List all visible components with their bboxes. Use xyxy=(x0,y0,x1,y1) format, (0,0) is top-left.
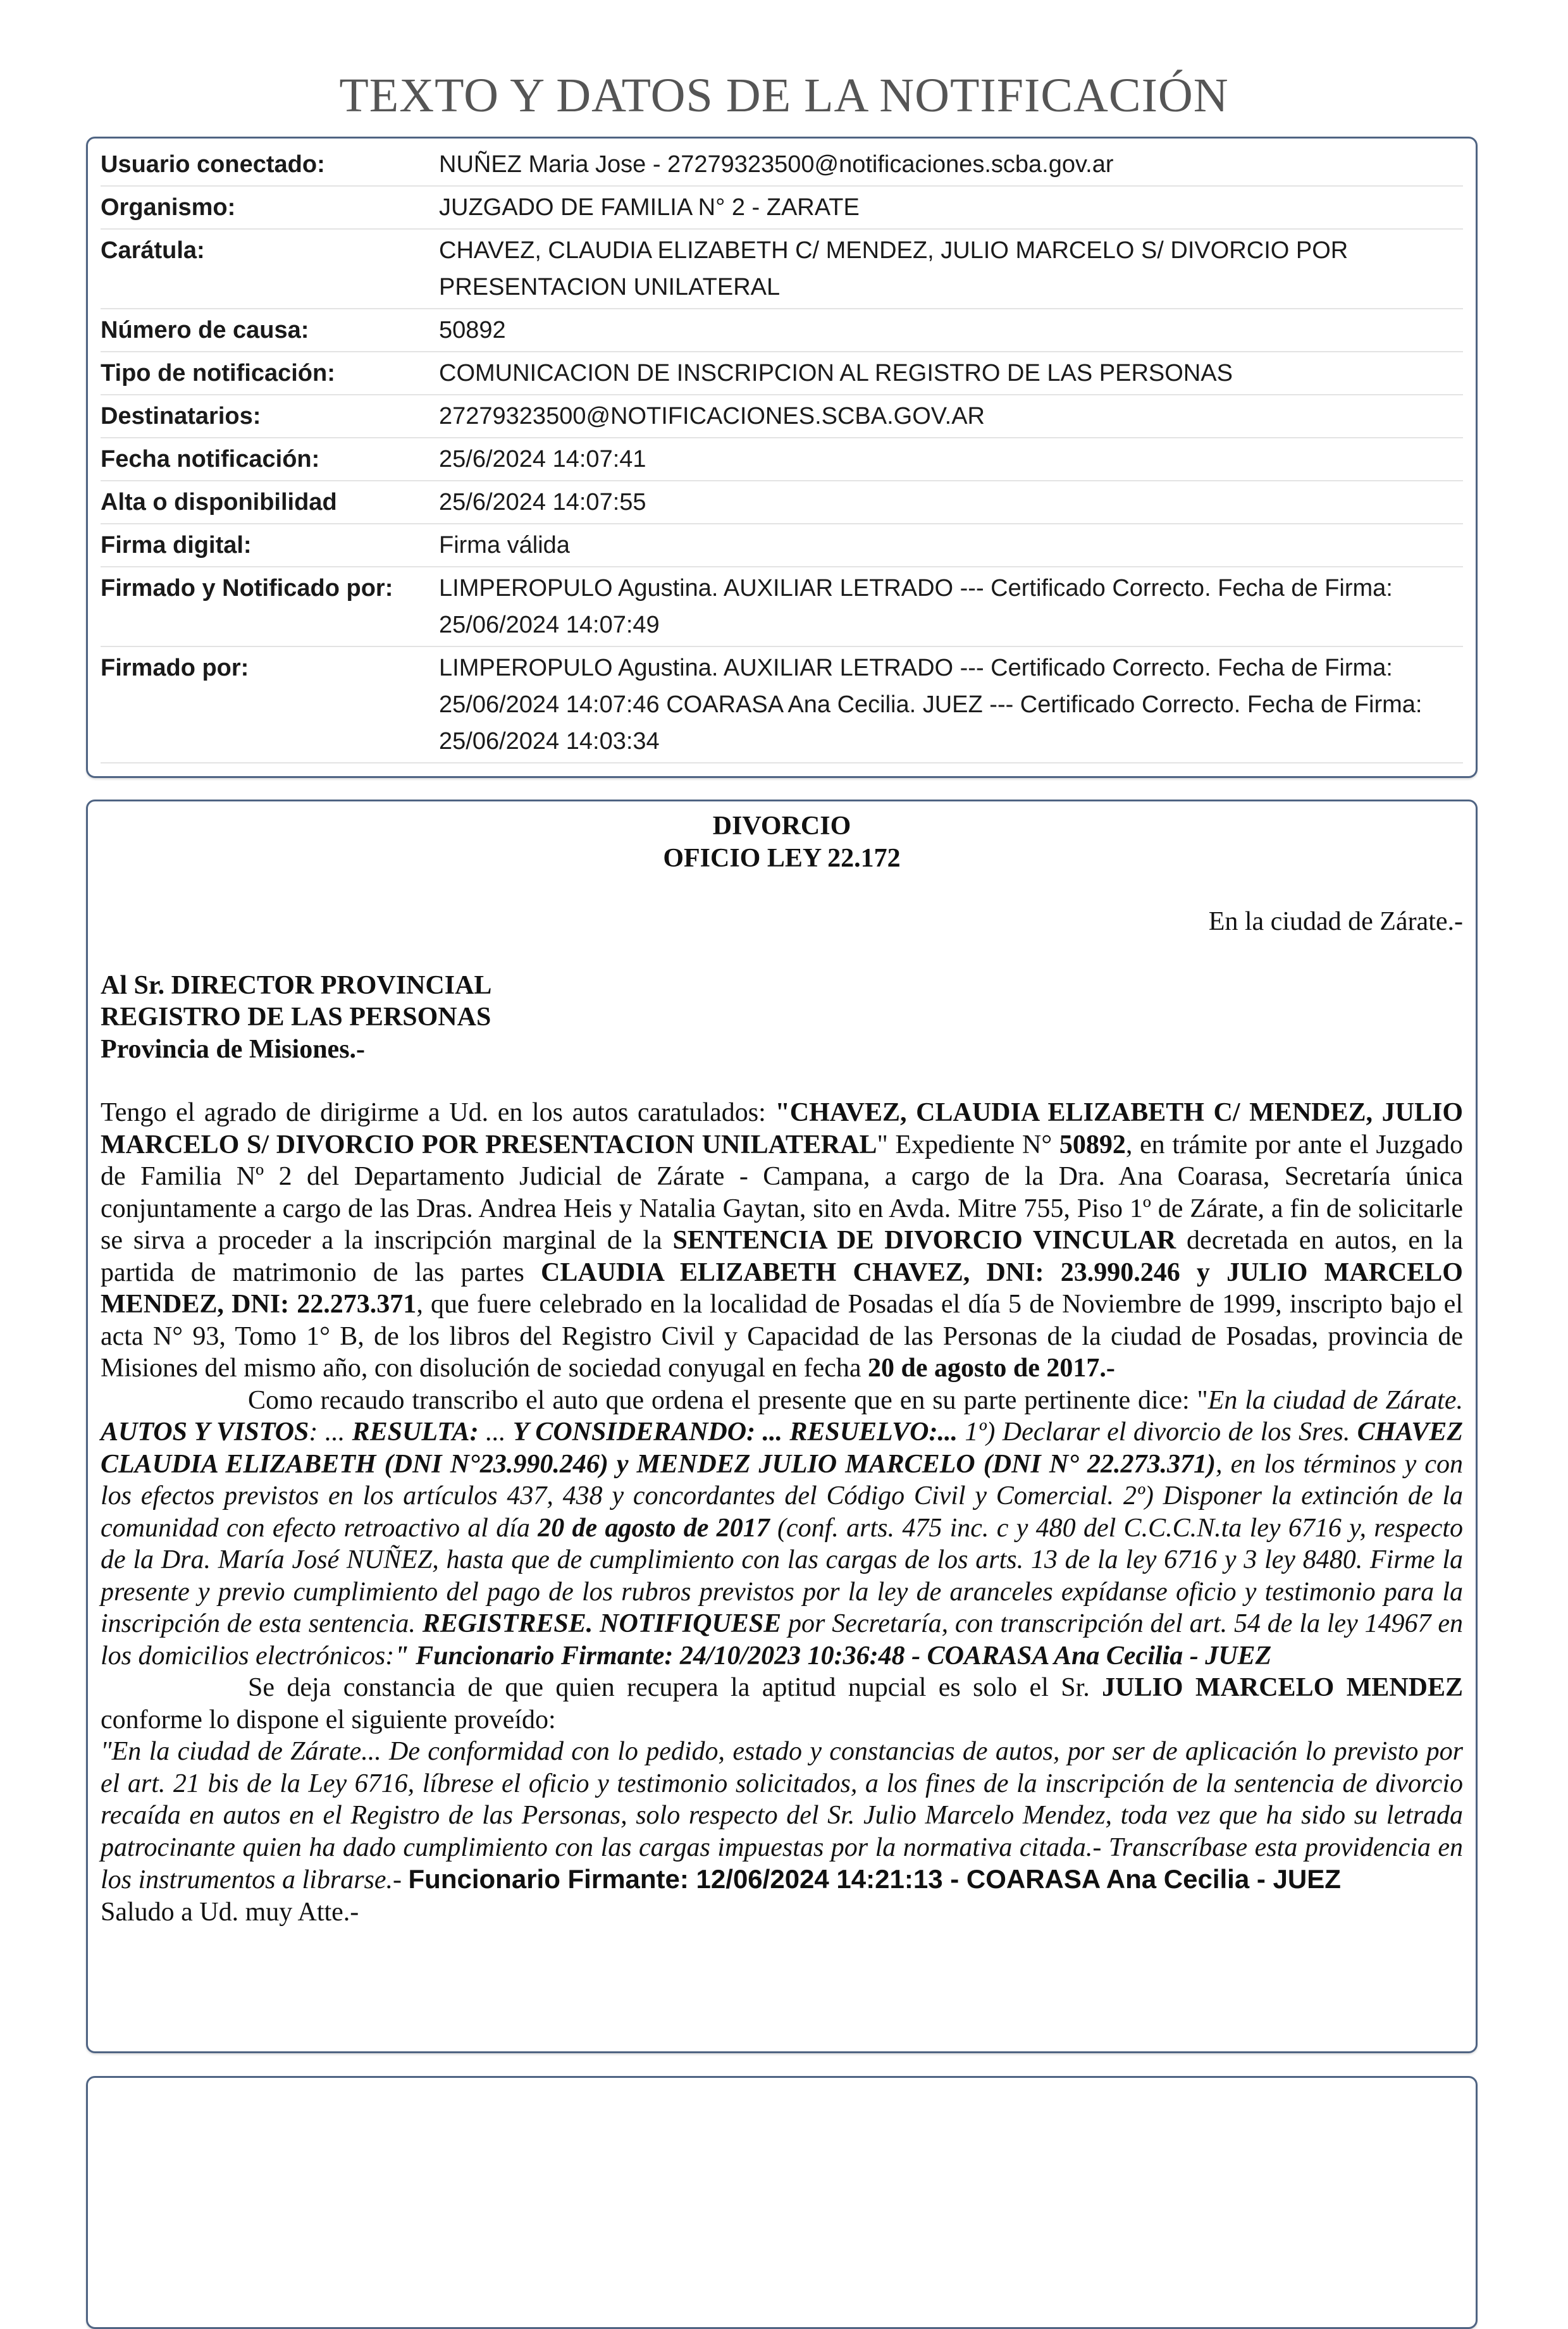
info-value: COMUNICACION DE INSCRIPCION AL REGISTRO DE LAS PERSONAS xyxy=(439,360,1233,386)
closing-line: Saludo a Ud. muy Atte.- xyxy=(101,1897,359,1927)
notification-info-panel xyxy=(86,137,1478,778)
info-value: LIMPEROPULO Agustina. AUXILIAR LETRADO --- Certificado Correcto. Fecha de Firma: 25/06/2024 14:07:49 xyxy=(439,575,1393,638)
info-row-firma-digital xyxy=(101,527,1463,567)
document-panel xyxy=(86,800,1478,2053)
info-label: Firmado y Notificado por: xyxy=(101,575,393,602)
info-row-numero-causa xyxy=(101,312,1463,352)
info-value: 50892 xyxy=(439,317,506,343)
info-row-usuario xyxy=(101,146,1463,187)
info-row-fecha-notificacion xyxy=(101,441,1463,481)
document-subheading: OFICIO LEY 22.172 xyxy=(663,843,901,873)
info-label: Fecha notificación: xyxy=(101,446,320,473)
info-row-destinatarios xyxy=(101,398,1463,438)
info-value: Firma válida xyxy=(439,532,570,559)
info-label: Usuario conectado: xyxy=(101,151,325,178)
info-value: 25/6/2024 14:07:41 xyxy=(439,446,646,473)
info-label: Tipo de notificación: xyxy=(101,360,335,386)
info-row-caratula xyxy=(101,232,1463,309)
info-label: Alta o disponibilidad xyxy=(101,489,337,516)
info-row-organismo xyxy=(101,189,1463,230)
info-row-firmado-por xyxy=(101,650,1463,763)
info-label: Firma digital: xyxy=(101,532,252,559)
info-row-firmado-notificado xyxy=(101,570,1463,647)
info-value: JUZGADO DE FAMILIA N° 2 - ZARATE xyxy=(439,194,860,221)
info-row-tipo-notificacion xyxy=(101,355,1463,395)
body-paragraph-3: Se deja constancia de que quien recupera la aptitud nupcial es solo el Sr. JULIO MARCELO MENDEZ conforme lo dispone el siguiente proveído: xyxy=(101,1673,1463,1734)
body-paragraph-2: Como recaudo transcribo el auto que ordena el presente que en su parte pertinente dice: "En la ciudad de Zárate. AUTOS Y VISTOS: ... RESULTA: ... Y CONSIDERANDO: ... RESUELVO:... 1º) Declarar el divorcio de los Sres. CHAVEZ CLAUDIA ELIZABETH (DNI N°23.990.246) y MENDEZ JULIO MARCELO (DNI N° 22.273.371), en los términos y con los efectos previstos en los artículos 437, 438 y concordantes del Código Civil y Comercial. 2º) Disponer la extinción de la comunidad con efecto retroactivo al día 20 de agosto de 2017 (conf. arts. 475 inc. c y 480 del C.C.C.N.ta ley 6716 y, respecto de la Dra. María José NUÑEZ, hasta que de cumplimiento con las cargas de los arts. 13 de la ley 6716 y 3 ley 8480. Firme la presente y previo cumplimiento del pago de los rubros previstos por la ley de aranceles expídanse oficio y testimonio para la inscripción de esta sentencia. REGISTRESE. NOTIFIQUESE por Secretaría, con transcripción del art. 54 de la ley 14967 en los domicilios electrónicos:" Funcionario Firmante: 24/10/2023 10:36:48 - COARASA Ana Cecilia - JUEZ xyxy=(101,1385,1464,1671)
info-label: Número de causa: xyxy=(101,317,309,343)
addressee-line: Al Sr. DIRECTOR PROVINCIAL xyxy=(101,970,492,1000)
info-value: 27279323500@NOTIFICACIONES.SCBA.GOV.AR xyxy=(439,403,985,429)
info-value: LIMPEROPULO Agustina. AUXILIAR LETRADO --- Certificado Correcto. Fecha de Firma: 25/06/2024 14:07:46 COARASA Ana Cecilia. JUEZ --- Certificado Correcto. Fecha de Firma: 25/06/2024 14:03:34 xyxy=(439,655,1423,755)
next-panel xyxy=(86,2076,1478,2329)
info-label: Firmado por: xyxy=(101,655,249,681)
document-heading: DIVORCIO xyxy=(712,812,851,841)
body-paragraph-4: "En la ciudad de Zárate... De conformidad con lo pedido, estado y constancias de autos, por ser de aplicación lo previsto por el art. 21 bis de la Ley 6716, líbrese el oficio y testimonio solicitados, a los fines de la inscripción de la sentencia de divorcio recaída en autos en el Registro de las Personas, solo respecto del Sr. Julio Marcelo Mendez, toda vez que ha sido su letrada patrocinante quien ha dado cumplimiento con las cargas impuestas por la normativa citada.- Transcríbase esta providencia en los instrumentos a librarse.- Funcionario Firmante: 12/06/2024 14:21:13 - COARASA Ana Cecilia - JUEZ xyxy=(101,1737,1463,1894)
info-label: Organismo: xyxy=(101,194,236,221)
info-value: NUÑEZ Maria Jose - 27279323500@notificaciones.scba.gov.ar xyxy=(439,151,1114,178)
body-paragraph-1: Tengo el agrado de dirigirme a Ud. en los autos caratulados: "CHAVEZ, CLAUDIA ELIZABETH C/ MENDEZ, JULIO MARCELO S/ DIVORCIO POR PRESENTACION UNILATERAL" Expediente N° 50892, en trámite por ante el Juzgado de Familia Nº 2 del Departamento Judicial de Zárate - Campana, a cargo de la Dra. Ana Coarasa, Secretaría única conjuntamente a cargo de las Dras. Andrea Heis y Natalia Gaytan, sito en Avda. Mitre 755, Piso 1º de Zárate, a fin de solicitarle se sirva a proceder a la inscripción marginal de la SENTENCIA DE DIVORCIO VINCULAR decretada en autos, en la partida de matrimonio de las partes CLAUDIA ELIZABETH CHAVEZ, DNI: 23.990.246 y JULIO MARCELO MENDEZ, DNI: 22.273.371, que fuere celebrado en la localidad de Posadas el día 5 de Noviembre de 1999, inscripto bajo el acta N° 93, Tomo 1° B, de los libros del Registro Civil y Capacidad de las Personas de la ciudad de Posadas, provincia de Misiones del mismo año, con disolución de sociedad conyugal en fecha 20 de agosto de 2017.- xyxy=(101,1098,1463,1383)
addressee-line: Provincia de Misiones.- xyxy=(101,1034,366,1064)
info-label: Destinatarios: xyxy=(101,403,261,429)
info-row-alta xyxy=(101,484,1463,524)
addressee-line: REGISTRO DE LAS PERSONAS xyxy=(101,1003,491,1032)
page-title: TEXTO Y DATOS DE LA NOTIFICACIÓN xyxy=(339,69,1229,122)
document-place: En la ciudad de Zárate.- xyxy=(1208,907,1463,936)
info-label: Carátula: xyxy=(101,237,205,264)
info-value: CHAVEZ, CLAUDIA ELIZABETH C/ MENDEZ, JULIO MARCELO S/ DIVORCIO POR PRESENTACION UNILATERAL xyxy=(439,237,1349,300)
info-value: 25/6/2024 14:07:55 xyxy=(439,489,646,516)
